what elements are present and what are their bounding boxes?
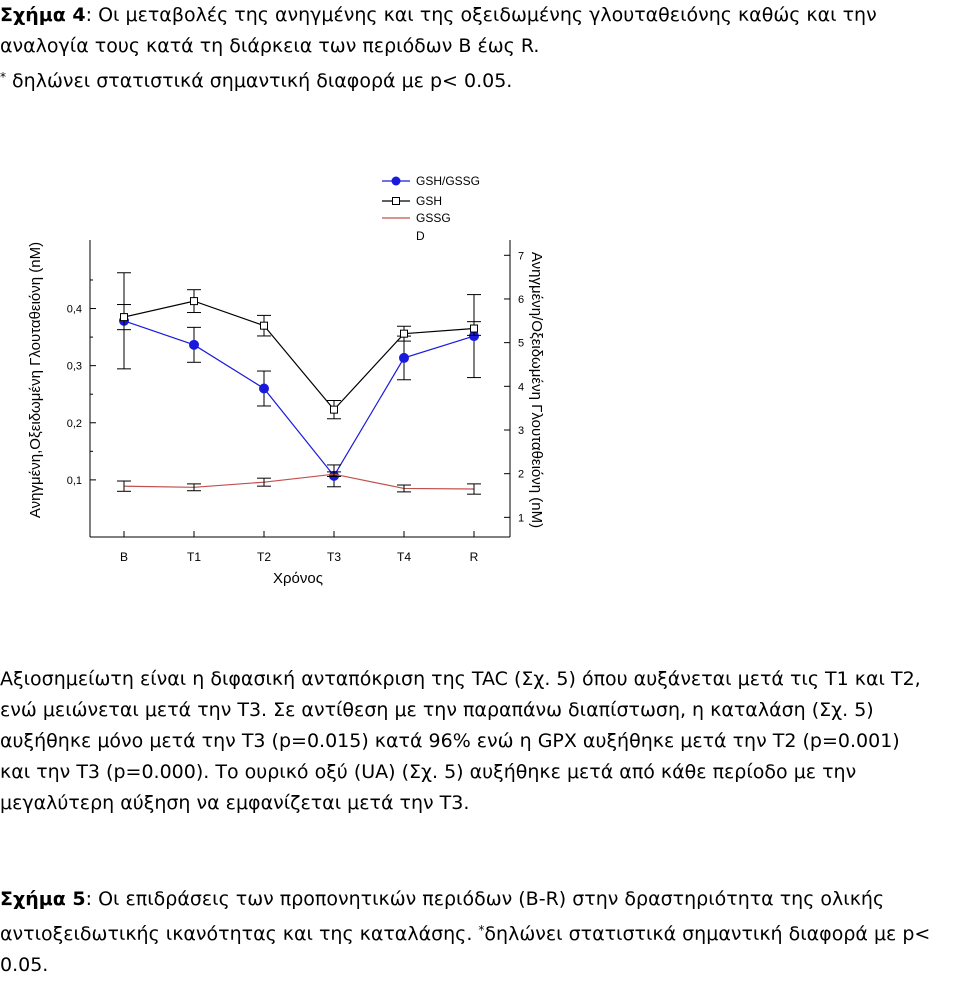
caption-text: δηλώνει στατιστικά σημαντική διαφορά με p< bbox=[484, 923, 931, 945]
chart-axes bbox=[27, 240, 545, 587]
figure-5-caption bbox=[0, 884, 960, 981]
right-tick-label: 4 bbox=[518, 381, 525, 394]
caption-line-1 bbox=[0, 884, 960, 915]
right-tick-label: 5 bbox=[518, 337, 525, 350]
left-axis-title: Ανηγμένη,Οξειδωμένη Γλουταθειόνη (nM) bbox=[27, 241, 44, 519]
x-tick-label: T1 bbox=[186, 550, 202, 564]
paragraph-line: Αξιοσημείωτη είναι η διφασική ανταπόκριση της TAC (Σχ. 5) όπου αυξάνεται μετά τις T1 και T2, bbox=[0, 668, 921, 690]
left-tick-label: 0,3 bbox=[66, 360, 82, 373]
caption-line-1 bbox=[0, 0, 960, 31]
data-point bbox=[331, 406, 338, 413]
paragraph-line: ενώ μειώνεται μετά την T3. Σε αντίθεση με την παραπάνω διαπίστωση, η καταλάση (Σχ. 5) bbox=[0, 699, 874, 721]
left-tick-label: 0,2 bbox=[66, 417, 82, 430]
legend-marker bbox=[392, 177, 401, 186]
data-point bbox=[260, 384, 269, 393]
x-axis-title: Χρόνος bbox=[273, 570, 323, 587]
paragraph-line: μεγαλύτερη αύξηση να εμφανίζεται μετά την T3. bbox=[0, 792, 470, 814]
legend-label: D bbox=[416, 229, 425, 243]
paragraph-line: αυξήθηκε μόνο μετά την T3 (p=0.015) κατά 96% ενώ η GPX αυξήθηκε μετά την T2 (p=0.001) bbox=[0, 730, 900, 752]
legend-label: GSH/GSSG bbox=[416, 174, 481, 188]
legend-label: GSSG bbox=[416, 211, 451, 225]
x-tick-label: R bbox=[469, 550, 479, 564]
paragraph-line: και την T3 (p=0.000). Το ουρικό οξύ (UA) (Σχ. 5) αυξήθηκε μετά από κάθε περίοδο με την bbox=[0, 761, 857, 783]
series-line bbox=[124, 474, 474, 489]
legend-marker bbox=[393, 198, 400, 205]
caption-line-2: αναλογία τους κατά τη διάρκεια των περιόδων B έως R. bbox=[0, 35, 540, 57]
figure-4-chart bbox=[0, 165, 960, 605]
right-tick-label: 1 bbox=[518, 512, 525, 525]
caption-line-2 bbox=[0, 915, 960, 950]
right-axis-title: Ανηγμένη/Οξειδωμένη Γλουταθειόνη (nM) bbox=[528, 251, 545, 529]
x-tick-label: B bbox=[119, 550, 129, 564]
chart-series bbox=[117, 273, 481, 494]
caption-line-3 bbox=[0, 62, 960, 97]
body-paragraph bbox=[0, 664, 960, 819]
data-point bbox=[261, 322, 268, 329]
x-tick-label: T2 bbox=[256, 550, 272, 564]
caption-text: αντιοξειδωτικής ικανότητας και της καταλάσης. bbox=[0, 923, 479, 945]
right-tick-label: 6 bbox=[518, 293, 525, 306]
x-tick-label: T4 bbox=[396, 550, 412, 564]
x-tick-label: T3 bbox=[326, 550, 342, 564]
data-point bbox=[191, 298, 198, 305]
data-point bbox=[471, 325, 478, 332]
series-line bbox=[124, 301, 474, 410]
series-line bbox=[124, 321, 474, 476]
caption-text: : Οι μεταβολές της ανηγμένης και της οξειδωμένης γλουταθειόνης καθώς και την bbox=[85, 4, 877, 26]
caption-text: : Οι επιδράσεις των προπονητικών περιόδων (B-R) στην δραστηριότητα της ολικής bbox=[85, 888, 885, 910]
legend-label: GSH bbox=[416, 194, 443, 208]
figure-4-caption bbox=[0, 0, 960, 97]
chart-svg bbox=[0, 165, 960, 605]
right-tick-label: 2 bbox=[518, 468, 525, 481]
figure-label: Σχήμα 5 bbox=[0, 888, 86, 910]
chart-legend bbox=[382, 174, 480, 243]
caption-text: δηλώνει στατιστικά σημαντική διαφορά με p< 0.05. bbox=[6, 70, 513, 92]
right-tick-label: 7 bbox=[518, 250, 525, 263]
data-point bbox=[401, 330, 408, 337]
asterisk-mark: * bbox=[478, 923, 485, 937]
right-tick-label: 3 bbox=[518, 424, 525, 437]
data-point bbox=[400, 353, 409, 362]
left-tick-label: 0,4 bbox=[66, 303, 82, 316]
asterisk-mark: * bbox=[0, 70, 6, 84]
data-point bbox=[190, 340, 199, 349]
left-tick-label: 0,1 bbox=[66, 474, 82, 487]
figure-label: Σχήμα 4 bbox=[0, 4, 86, 26]
data-point bbox=[121, 314, 128, 321]
caption-line-3: 0.05. bbox=[0, 954, 49, 976]
